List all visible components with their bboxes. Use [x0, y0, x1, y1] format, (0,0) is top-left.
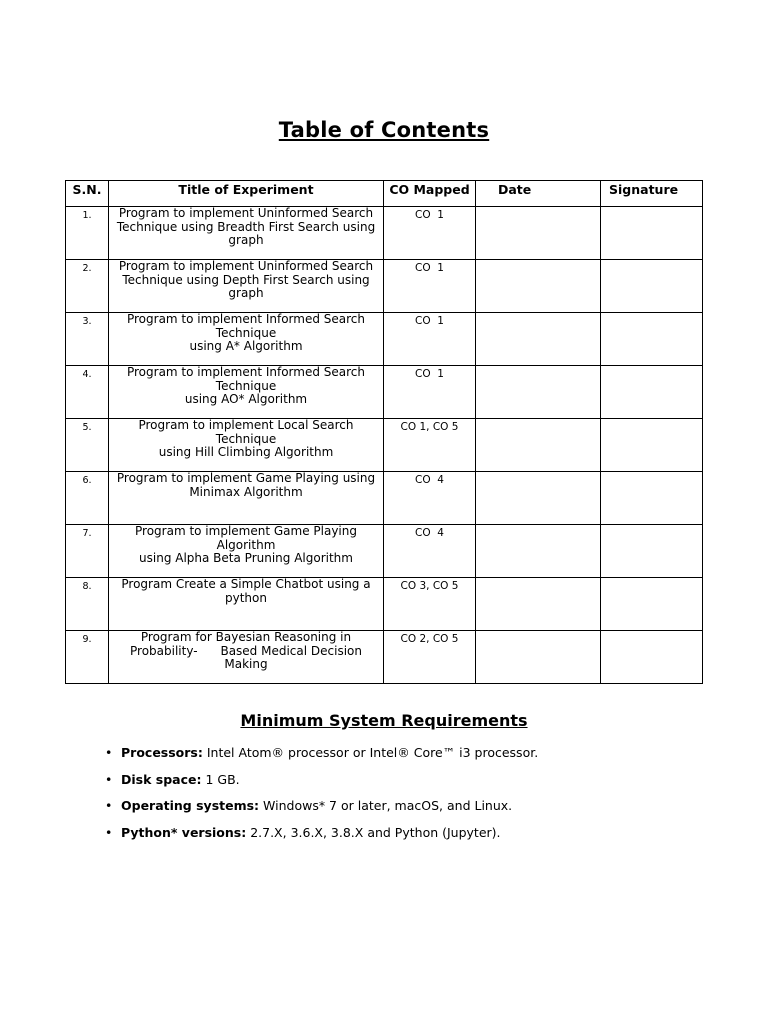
experiment-title-line: Technique [215, 431, 277, 446]
row-co-mapped: CO 1 [384, 207, 476, 260]
row-experiment-title [109, 313, 384, 366]
row-sn: 3. [66, 313, 109, 366]
row-date-cell[interactable] [476, 472, 601, 525]
row-experiment-title [109, 207, 384, 260]
table-header-row [66, 181, 703, 207]
experiment-title-line: Algorithm [216, 537, 276, 552]
requirement-label: Python* versions: [121, 824, 247, 840]
row-date-cell[interactable] [476, 207, 601, 260]
requirement-label: Operating systems: [121, 798, 260, 813]
row-experiment-title [109, 578, 384, 631]
experiment-title-line: using AO* Algorithm [184, 392, 308, 406]
bullet-icon: • [105, 771, 113, 787]
row-sn: 4. [66, 366, 109, 419]
experiment-title-line: graph [228, 286, 264, 300]
row-sn: 8. [66, 578, 109, 631]
experiment-title-line: using Hill Climbing Algorithm [158, 445, 334, 459]
row-date-cell[interactable] [476, 313, 601, 366]
experiment-title-line: Program to implement Uninformed Search [118, 206, 374, 220]
row-signature-cell[interactable] [601, 472, 703, 525]
row-sn: 5. [66, 419, 109, 472]
row-experiment-title [109, 472, 384, 525]
experiment-title-line: Technique [215, 378, 277, 393]
experiment-title-line: Program to implement Local Search [138, 418, 354, 432]
experiment-title-line: Program to implement Game Playing [135, 524, 357, 538]
experiment-title-line: Program to implement Informed Search [126, 312, 366, 326]
experiment-title-line: Technique using Depth First Search using [122, 272, 370, 287]
table-row [66, 207, 703, 260]
row-signature-cell[interactable] [601, 207, 703, 260]
experiment-title-line: Program to implement Uninformed Search [118, 259, 374, 273]
bullet-icon: • [105, 745, 113, 760]
table-row [66, 472, 703, 525]
requirement-value: Windows* 7 or later, macOS, and Linux. [259, 798, 513, 813]
row-co-mapped: CO 4 [384, 472, 476, 525]
requirement-item [105, 822, 538, 849]
row-sn: 2. [66, 260, 109, 313]
experiment-title-line: Making [224, 657, 268, 671]
requirements-list [105, 742, 538, 848]
row-experiment-title [109, 525, 384, 578]
row-signature-cell[interactable] [601, 313, 703, 366]
row-signature-cell[interactable] [601, 366, 703, 419]
page-title: Table of Contents [278, 118, 490, 142]
requirements-title: Minimum System Requirements [240, 711, 528, 730]
header-sn: S.N. [66, 181, 109, 207]
row-date-cell[interactable] [476, 419, 601, 472]
bullet-icon: • [105, 824, 113, 840]
row-experiment-title [109, 366, 384, 419]
row-date-cell[interactable] [476, 260, 601, 313]
header-signature: Signature [601, 181, 703, 207]
experiment-title-line: Probability- Based Medical Decision [130, 643, 362, 658]
requirement-item [105, 795, 538, 822]
row-sn: 6. [66, 472, 109, 525]
header-title: Title of Experiment [109, 181, 384, 207]
row-date-cell[interactable] [476, 366, 601, 419]
requirement-value: 1 GB. [201, 771, 240, 787]
bullet-icon: • [105, 798, 113, 813]
row-date-cell[interactable] [476, 578, 601, 631]
row-co-mapped: CO 1 [384, 366, 476, 419]
header-date: Date [476, 181, 601, 207]
experiment-title-line: Program to implement Informed Search [126, 365, 366, 379]
experiment-title-line: Technique using Breadth First Search using [116, 219, 376, 234]
row-co-mapped: CO 3, CO 5 [384, 578, 476, 631]
row-signature-cell[interactable] [601, 419, 703, 472]
table-row [66, 366, 703, 419]
table-row [66, 578, 703, 631]
row-co-mapped: CO 1, CO 5 [384, 419, 476, 472]
requirement-value: 2.7.X, 3.6.X, 3.8.X and Python (Jupyter). [246, 824, 501, 840]
row-experiment-title [109, 260, 384, 313]
row-signature-cell[interactable] [601, 631, 703, 684]
requirement-item [105, 769, 538, 796]
table-row [66, 260, 703, 313]
row-experiment-title [109, 419, 384, 472]
requirement-label: Disk space: [121, 771, 202, 787]
experiment-title-line: Minimax Algorithm [189, 484, 303, 499]
row-experiment-title [109, 631, 384, 684]
row-date-cell[interactable] [476, 631, 601, 684]
table-row [66, 525, 703, 578]
experiment-title-line: using A* Algorithm [189, 339, 303, 353]
table-row [66, 313, 703, 366]
row-co-mapped: CO 2, CO 5 [384, 631, 476, 684]
experiment-title-line: Program to implement Game Playing using [116, 471, 376, 485]
experiment-title-line: python [225, 590, 267, 605]
header-co-mapped: CO Mapped [384, 181, 476, 207]
row-sn: 7. [66, 525, 109, 578]
experiment-title-line: using Alpha Beta Pruning Algorithm [139, 551, 353, 565]
experiment-title-line: Technique [215, 325, 277, 340]
row-signature-cell[interactable] [601, 260, 703, 313]
experiments-table [65, 180, 703, 684]
experiment-title-line: graph [228, 233, 264, 247]
row-date-cell[interactable] [476, 525, 601, 578]
experiment-title-line: Program Create a Simple Chatbot using a [121, 577, 371, 591]
experiment-title-line: Program for Bayesian Reasoning in [140, 630, 352, 644]
row-sn: 9. [66, 631, 109, 684]
row-signature-cell[interactable] [601, 578, 703, 631]
row-co-mapped: CO 1 [384, 313, 476, 366]
table-row [66, 631, 703, 684]
row-co-mapped: CO 1 [384, 260, 476, 313]
table-row [66, 419, 703, 472]
requirement-label: Processors: [121, 745, 203, 760]
requirement-value: Intel Atom® processor or Intel® Core™ i3 processor. [202, 745, 539, 760]
requirement-item [105, 742, 538, 769]
row-co-mapped: CO 4 [384, 525, 476, 578]
row-sn: 1. [66, 207, 109, 260]
row-signature-cell[interactable] [601, 525, 703, 578]
